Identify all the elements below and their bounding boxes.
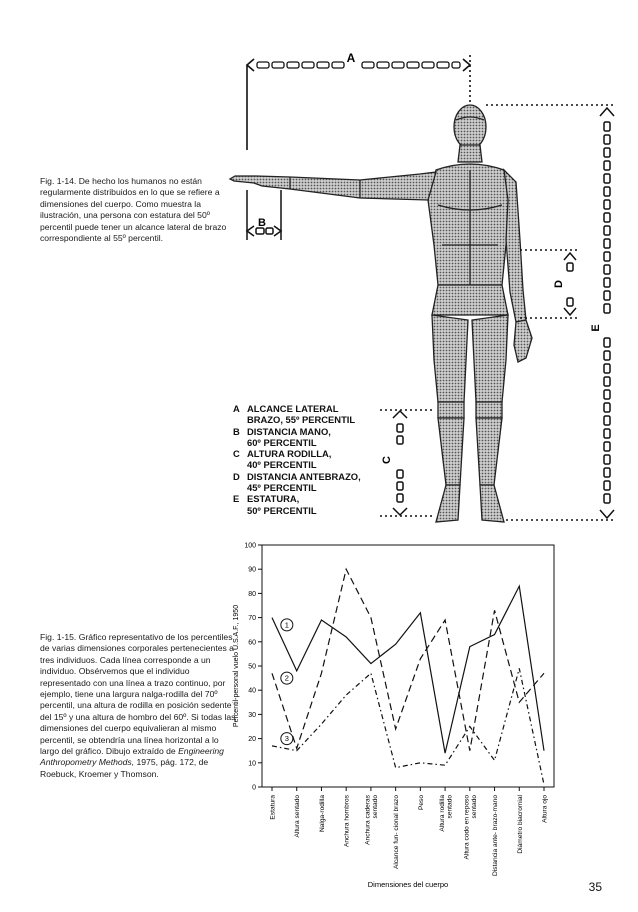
y-tick-label: 60 xyxy=(248,639,256,647)
x-tick-label xyxy=(270,795,277,820)
fig-1-14-caption xyxy=(40,176,235,244)
x-tick-label-line: Nalga-rodilla xyxy=(318,795,326,833)
chart-x-axis-label: Dimensiones del cuerpo xyxy=(367,880,449,889)
dimension-d-label: D xyxy=(553,280,565,288)
legend-item-e xyxy=(233,493,361,516)
dimension-a-arrow xyxy=(247,55,470,150)
legend-text: ESTATURA, 50º PERCENTIL xyxy=(247,493,317,516)
series-label-text: 1 xyxy=(284,620,289,630)
x-tick-label-line: Diámetro biacromial xyxy=(516,795,524,854)
legend-text: ALCANCE LATERAL BRAZO, 55º PERCENTIL xyxy=(247,403,356,426)
legend-letter: A xyxy=(233,403,240,414)
dimension-d-arrow xyxy=(520,250,580,318)
y-tick-label: 0 xyxy=(252,784,256,792)
x-tick-label xyxy=(492,795,499,876)
x-tick-label-line: Estatura xyxy=(269,795,277,820)
chart-y-ticks xyxy=(244,543,262,792)
x-tick-label xyxy=(464,795,479,860)
chart-x-ticks xyxy=(270,787,549,876)
fig-1-15-caption-tail: 1975, pág. 172, de Roebuck, Kroemer y Thomson. xyxy=(40,757,209,779)
x-tick-label-line: sentado xyxy=(372,795,380,819)
plot-frame xyxy=(262,545,554,787)
legend-letter: D xyxy=(233,470,240,482)
fig-1-15-caption-italic: Engineering Anthropometry Methods, xyxy=(40,746,224,768)
series-line-2 xyxy=(272,569,544,751)
dimension-e-label: E xyxy=(590,324,602,332)
fig-1-15-caption-text: Gráfico representativo de los percentiles de varias dimensiones corporales pertenecientes a tres individuos. Cada línea corresponde a un individuo. Obsérvemos que el individuo representado con una línea a trazo continuo, por ejemplo, tiene una largura nalga-rodilla del 70º percentil, una altura de rodilla en posición sedente del 15º y una altura de hombro del 60º. Si todas las dimensiones del cuerpo equivalieran al mismo percentil, se obtendría una línea horizontal a lo largo del gráfico. Dibujo extraído de xyxy=(40,632,236,757)
x-tick-label xyxy=(294,795,301,838)
legend-text: ALTURA RODILLA, 40º PERCENTIL xyxy=(247,448,332,471)
legend-letter: C xyxy=(233,448,240,460)
chart-y-axis-label: Percentil-personal vuelo U.S.A.F., 1950 xyxy=(233,604,240,728)
fig-1-14-caption-text: De hecho los humanos no están regularmente distribuidos en lo que se refiere a dimensiones del cuerpo. Como muestra la ilustración, una persona con estatura del 50º percentil puede tener un alcance lateral de brazo correspondiente al 55º percentil. xyxy=(40,176,227,244)
series-line-3 xyxy=(272,668,544,784)
dimension-c-label: C xyxy=(381,456,393,464)
x-tick-label-line: Peso xyxy=(417,795,425,811)
series-label-text: 2 xyxy=(284,673,289,683)
x-tick-label xyxy=(344,794,351,847)
y-tick-label: 20 xyxy=(248,736,256,744)
x-tick-label xyxy=(393,795,400,869)
x-tick-label-line: Altura rodilla xyxy=(438,795,446,832)
legend-item-b xyxy=(233,426,361,449)
x-tick-label-line: sentado xyxy=(471,795,479,819)
y-tick-label: 90 xyxy=(248,566,256,574)
x-tick-label-line: Distancia ante- brazo-mano xyxy=(492,795,500,876)
dimension-a-label: A xyxy=(346,51,356,65)
fig-1-15-caption-lead: Fig. 1-15. xyxy=(40,632,77,642)
x-tick-label-line: Anchura caderas xyxy=(364,795,372,845)
x-tick-label-line: Alcance fun- cional brazo xyxy=(393,795,401,870)
legend-text: DISTANCIA ANTEBRAZO, 45º PERCENTIL xyxy=(247,470,361,494)
legend-letter: B xyxy=(233,425,240,437)
x-tick-label-line: Altura codo en reposo xyxy=(463,795,471,860)
x-tick-label xyxy=(418,795,425,810)
fig-1-14-caption-lead: Fig. 1-14. xyxy=(40,176,77,186)
dimension-b-label: B xyxy=(258,217,266,229)
fig-1-15-caption xyxy=(40,632,238,780)
x-tick-label-line: sentado xyxy=(446,795,454,819)
y-tick-label: 30 xyxy=(248,711,256,719)
percentile-chart xyxy=(224,535,564,895)
legend-item-c xyxy=(233,448,361,471)
y-tick-label: 40 xyxy=(248,687,256,695)
legend-letter: E xyxy=(233,493,240,505)
page-number: 35 xyxy=(588,880,602,894)
y-tick-label: 70 xyxy=(248,615,256,623)
x-tick-label xyxy=(365,794,380,845)
series-label-text: 3 xyxy=(284,734,289,744)
chart-series xyxy=(272,569,544,784)
dimension-legend xyxy=(233,403,361,516)
dimension-b-arrow xyxy=(247,190,281,240)
x-tick-label-line: Altura sentado xyxy=(294,795,302,838)
y-tick-label: 80 xyxy=(248,590,256,598)
x-tick-label-line: Anchura hombros xyxy=(343,795,351,848)
legend-item-d xyxy=(233,471,361,494)
legend-item-a xyxy=(233,403,361,426)
x-tick-label-line: Altura ojo xyxy=(541,795,549,823)
x-tick-label xyxy=(319,795,326,832)
x-tick-label xyxy=(517,794,524,853)
y-tick-label: 50 xyxy=(248,663,256,671)
x-tick-label xyxy=(542,795,549,823)
chart-axes xyxy=(262,545,554,787)
x-tick-label xyxy=(439,795,454,832)
chart-series-labels xyxy=(281,619,293,745)
y-tick-label: 10 xyxy=(248,760,256,768)
y-tick-label: 100 xyxy=(244,542,256,550)
legend-text: DISTANCIA MANO, 60º PERCENTIL xyxy=(247,425,331,448)
